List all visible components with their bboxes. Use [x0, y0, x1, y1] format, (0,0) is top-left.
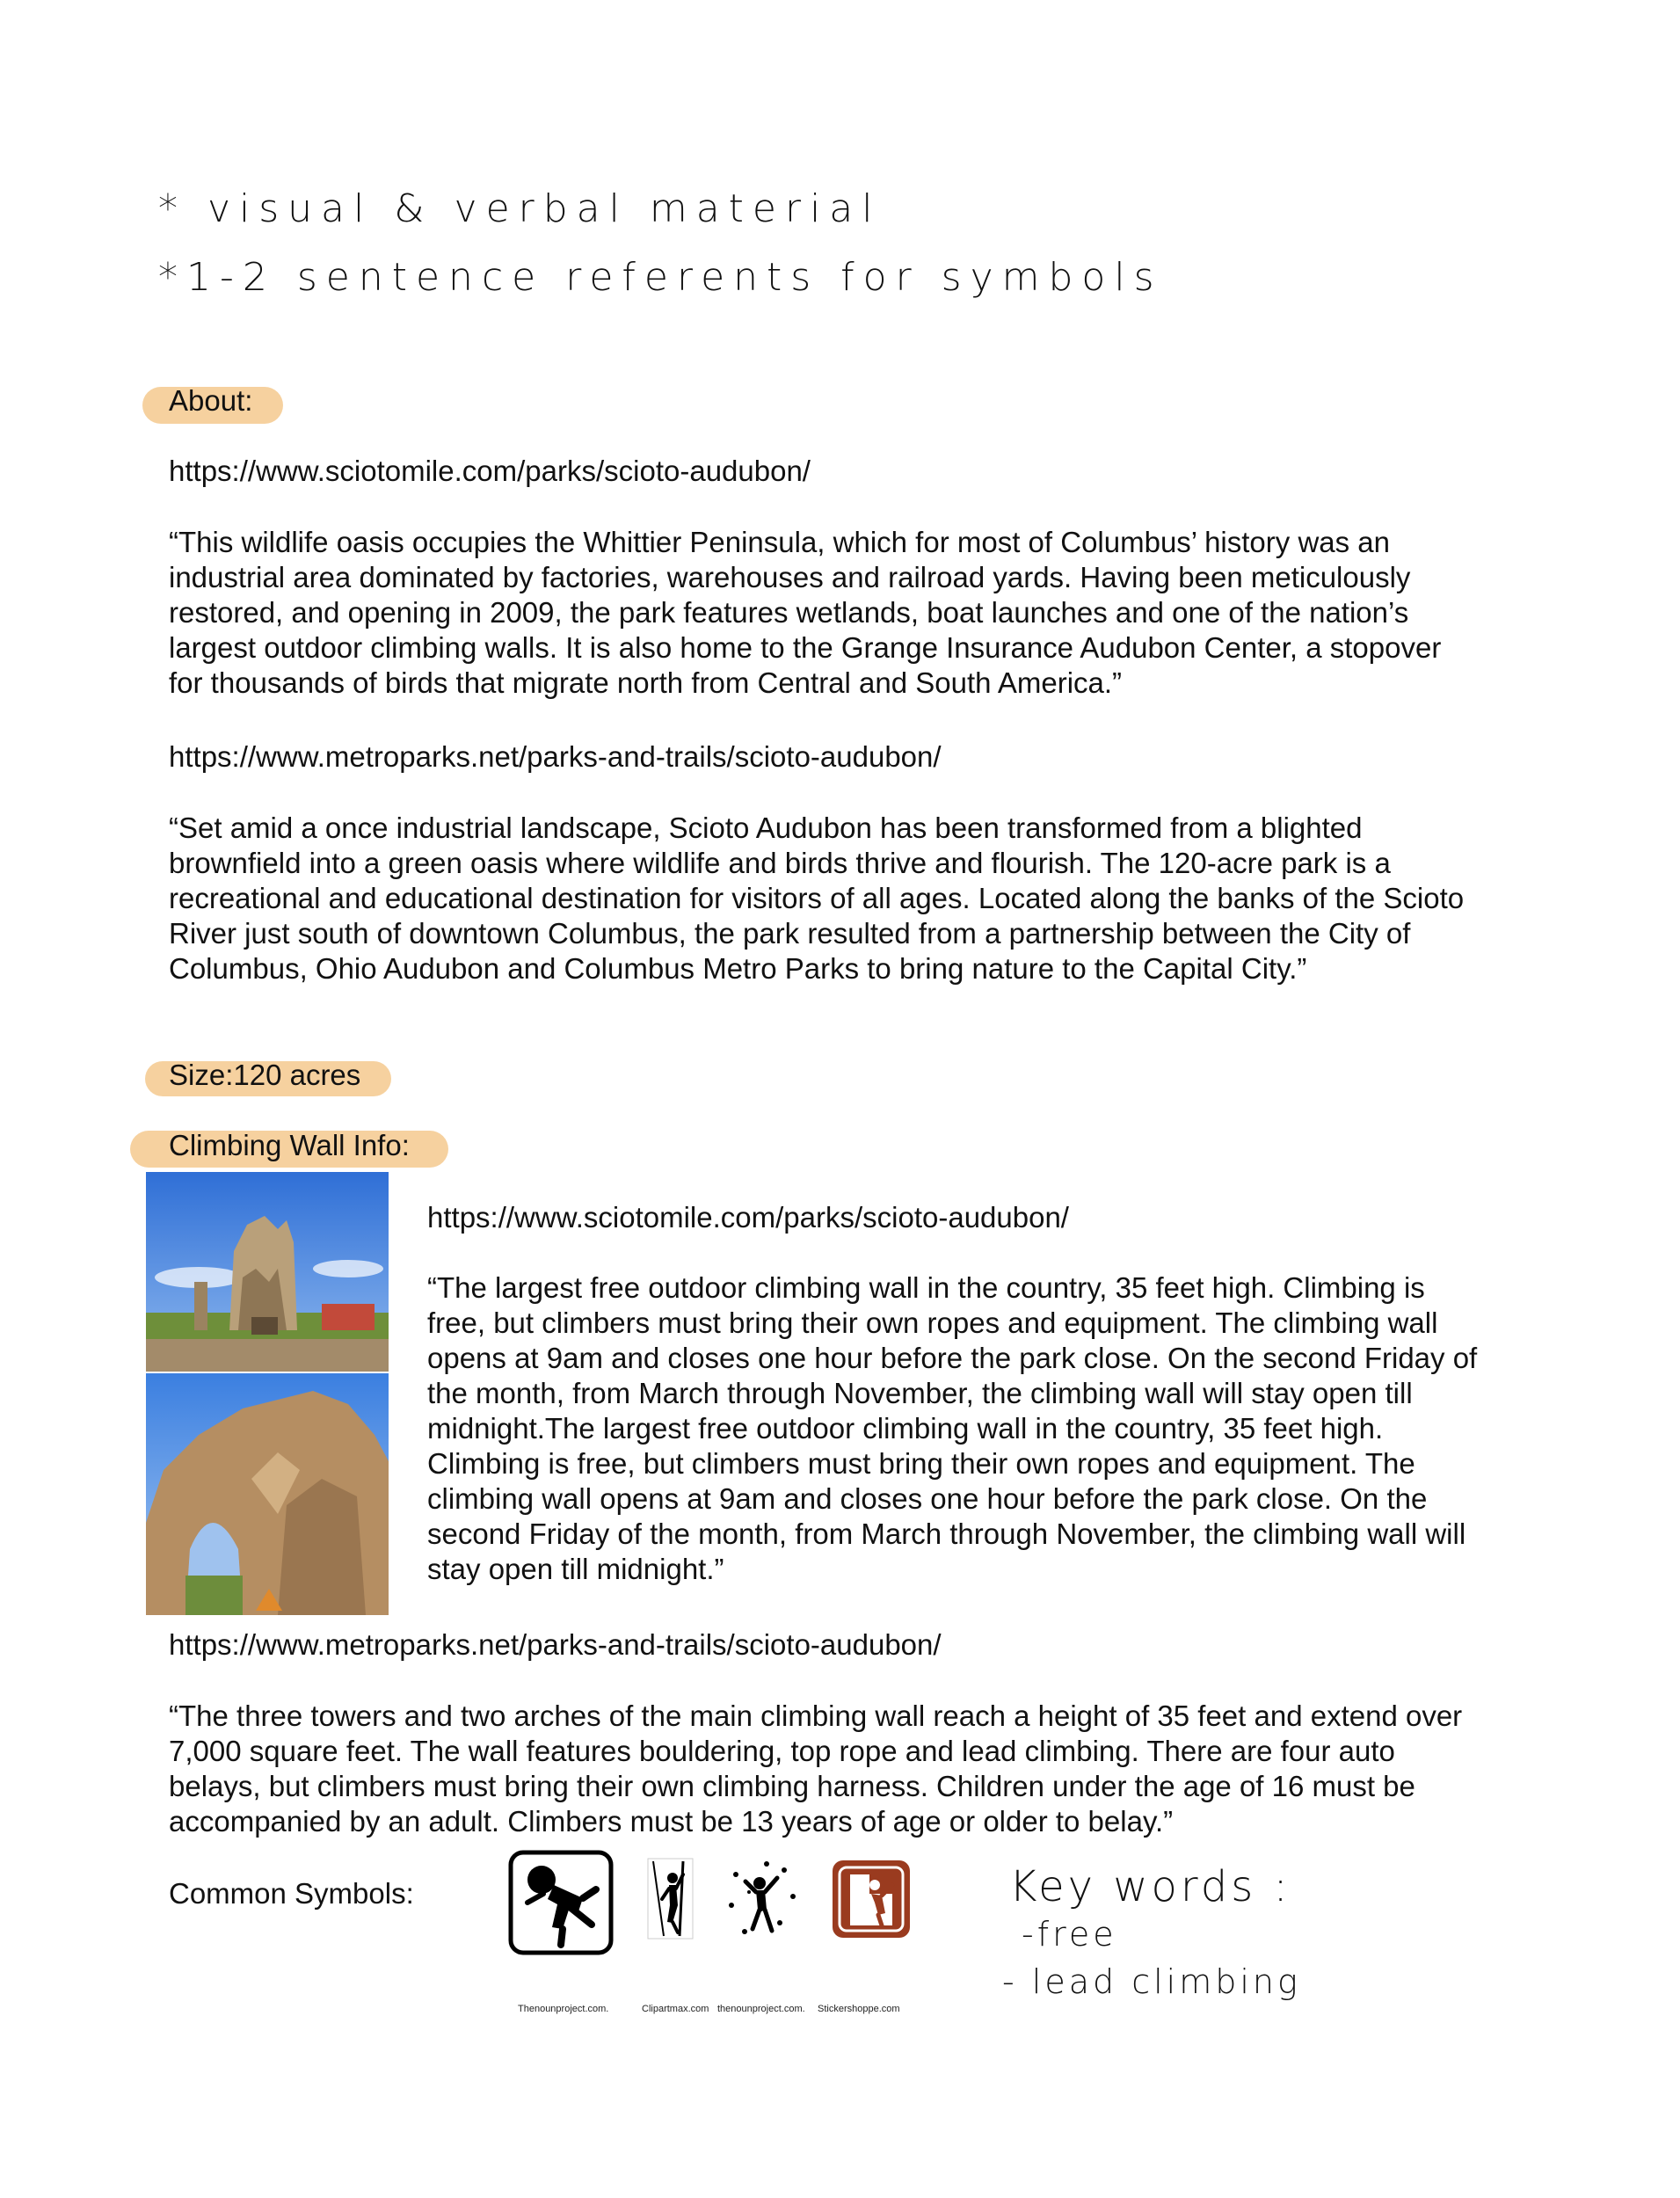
quote-line: River just south of downtown Columbus, the park resulted from a partnership between the City of: [169, 917, 1411, 950]
quote-line: recreational and educational destination for visitors of all ages. Located along the banks of the Scioto: [169, 882, 1465, 914]
quote-line: restored, and opening in 2009, the park features wetlands, boat launches and one of the nation’s: [169, 596, 1409, 629]
quote-line: “This wildlife oasis occupies the Whittier Peninsula, which for most of Columbus’ history was an: [169, 526, 1390, 558]
handwritten-note-sentence-referents: *1-2 sentence referents for symbols: [158, 255, 1163, 300]
quote-line: belays, but climbers must bring their own climbing harness. Children under the age of 16 must be: [169, 1770, 1415, 1802]
quote-line: the month, from March through November, the climbing wall will stay open till: [427, 1377, 1413, 1409]
climbing-url-metroparks[interactable]: https://www.metroparks.net/parks-and-trails/scioto-audubon/: [169, 1628, 942, 1661]
quote-line: largest outdoor climbing walls. It is also home to the Grange Insurance Audubon Center, a stopover: [169, 631, 1442, 664]
common-symbols-label: Common Symbols:: [169, 1877, 414, 1910]
handwritten-note-visual-verbal: * visual & verbal material: [158, 186, 882, 231]
climbing-arch-photo: [146, 1373, 389, 1615]
keywords-title: Key words :: [1009, 1862, 1291, 1911]
falling-climber-icon: [508, 1850, 614, 1955]
quote-line: stay open till midnight.”: [427, 1553, 724, 1585]
quote-line: accompanied by an adult. Climbers must be 13 years of age or older to belay.”: [169, 1805, 1174, 1838]
keyword-free: -free: [1022, 1915, 1117, 1954]
quote-line: for thousands of birds that migrate north from Central and South America.”: [169, 666, 1123, 699]
rope-climber-icon: [646, 1857, 695, 1940]
climbing-quote-metroparks: [169, 1699, 1462, 1839]
quote-line: “Set amid a once industrial landscape, Scioto Audubon has been transformed from a blighted: [169, 812, 1363, 844]
quote-line: “The three towers and two arches of the main climbing wall reach a height of 35 feet and extend over: [169, 1699, 1463, 1732]
quote-line: brownfield into a green oasis where wildlife and birds thrive and flourish. The 120-acre park is a: [169, 847, 1391, 879]
quote-line: Columbus, Ohio Audubon and Columbus Metro Parks to bring nature to the Capital City.”: [169, 952, 1307, 985]
quote-line: industrial area dominated by factories, warehouses and railroad yards. Having been meticulously: [169, 561, 1411, 593]
about-quote-sciotomile: [169, 525, 1441, 701]
climbing-url-sciotomile[interactable]: https://www.sciotomile.com/parks/scioto-audubon/: [427, 1201, 1069, 1234]
quote-line: climbing wall opens at 9am and closes one hour before the park close. On the: [427, 1482, 1428, 1515]
about-label: About:: [169, 384, 253, 417]
about-url-sciotomile[interactable]: https://www.sciotomile.com/parks/scioto-audubon/: [169, 455, 811, 487]
keyword-lead-climbing: - lead climbing: [1002, 1962, 1301, 2001]
climbing-quote-sciotomile: [427, 1270, 1477, 1587]
about-url-metroparks[interactable]: https://www.metroparks.net/parks-and-trails/scioto-audubon/: [169, 740, 942, 773]
credit-thenounproject: Thenounproject.com.: [518, 2004, 609, 2014]
quote-line: “The largest free outdoor climbing wall in the country, 35 feet high. Climbing is: [427, 1271, 1425, 1304]
about-quote-metroparks: [169, 811, 1464, 986]
quote-line: midnight.The largest free outdoor climbing wall in the country, 35 feet high.: [427, 1412, 1384, 1445]
quote-line: free, but climbers must bring their own ropes and equipment. The climbing wall: [427, 1306, 1438, 1339]
quote-line: second Friday of the month, from March through November, the climbing wall will: [427, 1517, 1466, 1550]
climbing-label: Climbing Wall Info:: [169, 1129, 410, 1161]
quote-line: 7,000 square feet. The wall features bouldering, top rope and lead climbing. There are four auto: [169, 1735, 1395, 1767]
credit-stickershoppe: Stickershoppe.com: [818, 2004, 900, 2014]
quote-line: opens at 9am and closes one hour before the park close. On the second Friday of: [427, 1342, 1478, 1374]
credit-clipartmax: Clipartmax.com: [642, 2004, 709, 2014]
credit-thenounproject-2: thenounproject.com.: [717, 2004, 805, 2014]
wall-climber-icon: [723, 1857, 802, 1940]
size-label: Size:120 acres: [169, 1059, 361, 1091]
climbing-tower-photo: [146, 1172, 389, 1372]
quote-line: Climbing is free, but climbers must bring their own ropes and equipment. The: [427, 1447, 1415, 1480]
climbing-sign-icon: [831, 1859, 912, 1940]
